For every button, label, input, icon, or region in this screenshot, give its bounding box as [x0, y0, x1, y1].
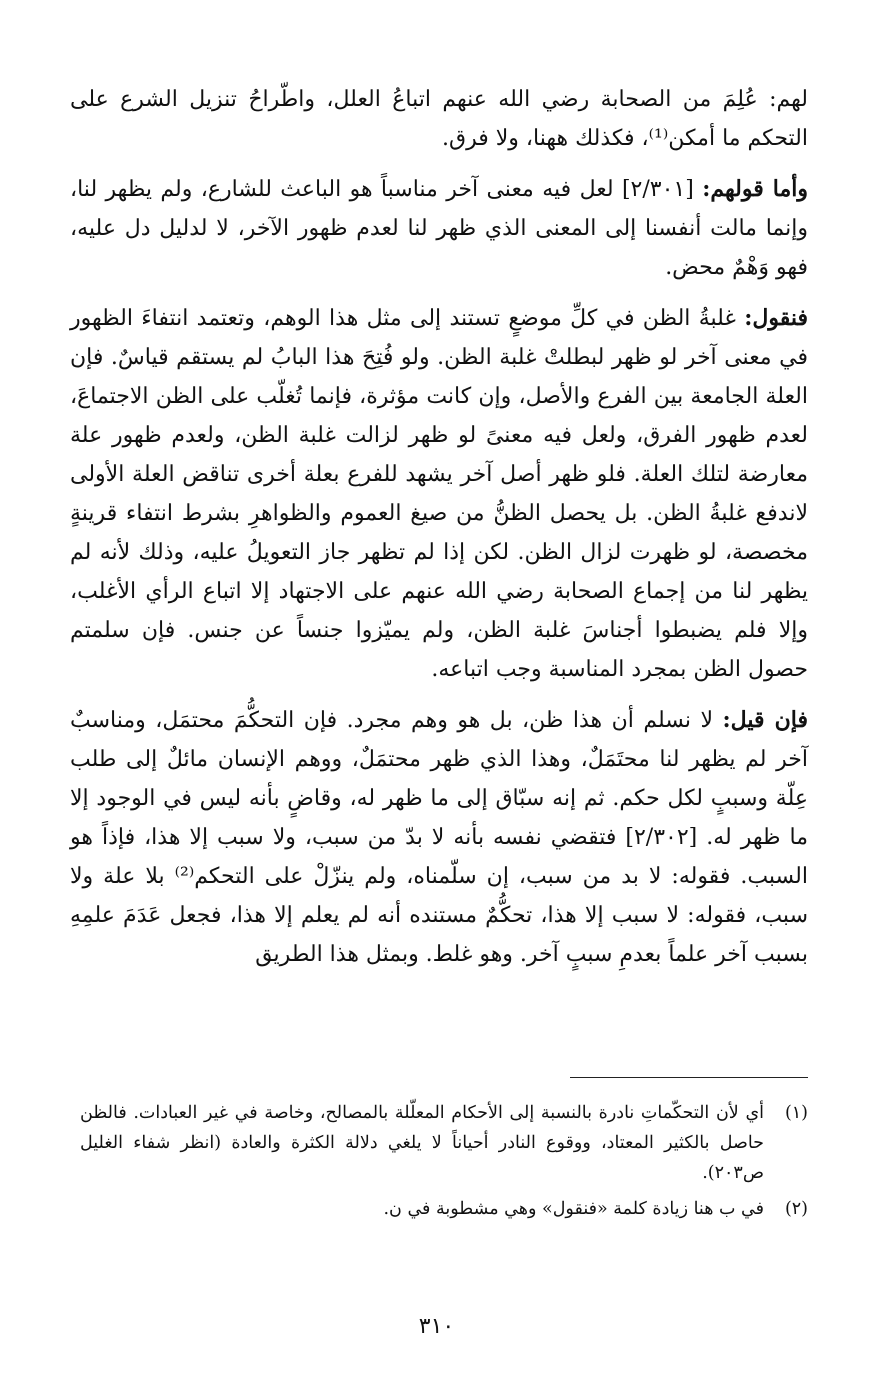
- footnote-2-text: في ب هنا زيادة كلمة «فنقول» وهي مشطوبة في ن.: [383, 1199, 764, 1219]
- footnote-1-number: (١): [784, 1103, 808, 1123]
- paragraph-2: [70, 170, 808, 287]
- footnote-divider: [570, 1077, 808, 1078]
- paragraph-3-lead: فنقول:: [744, 305, 808, 331]
- paragraph-3: [70, 299, 808, 689]
- footnote-1: [80, 1098, 808, 1188]
- paragraph-4-text: لا نسلم أن هذا ظن، بل هو وهم مجرد. فإن التحكُّمَ محتمَل، ومناسبٌ آخر لم يظهر لنا محتَمَلٌ، وهذا الذي ظهر محتمَلٌ، ووهم الإنسان مائلٌ إلى طلب عِلّة وسببٍ لكل حكم. ثم إنه سبّاق إلى ما ظهر له، وقاضٍ بأنه ليس في الوجود إلا ما ظهر له. [٢/٣٠٢] فتقضي نفسه بأنه لا بدّ من سبب، ولا سبب إلا هذا، فإذاً هو السبب. فقوله: لا بد من سبب، إن سلّمناه، ولم ينزّلْ على التحكم⁽²⁾ بلا علة ولا سبب، فقوله: لا سبب إلا هذا، تحكُّمٌ مستنده أنه لم يعلم إلا هذا، فجعل عَدَمَ علمِهِ بسبب آخر علماً بعدمِ سببٍ آخر. وهو غلط. وبمثل هذا الطريق: [70, 708, 809, 967]
- paragraph-4-lead: فإن قيل:: [722, 707, 808, 733]
- footnotes: [80, 1098, 808, 1230]
- paragraph-1: [70, 80, 808, 158]
- footnote-1-text: أي لأن التحكّماتِ نادرة بالنسبة إلى الأحكام المعلّلة بالمصالح، وخاصة في غير العبادات. فالظن حاصل بالكثير المعتاد، ووقوع النادر أحياناً لا يلغي دلالة الكثرة والعادة (انظر شفاء الغليل ص٢٠٣).: [80, 1103, 764, 1183]
- paragraph-1-text: لهم: عُلِمَ من الصحابة رضي الله عنهم اتباعُ العلل، واطّراحُ تنزيل الشرع على التحكم ما أمكن⁽¹⁾، فكذلك ههنا، ولا فرق.: [70, 87, 808, 151]
- page-number: ٣١٠: [418, 1314, 455, 1339]
- paragraph-4: [70, 701, 808, 974]
- paragraph-2-text: [٢/٣٠١] لعل فيه معنى آخر مناسباً هو الباعث للشارع، ولم يظهر لنا، وإنما مالت أنفسنا إلى المعنى الذي ظهر لنا لعدم ظهور الآخر، لا لدليل دل عليه، فهو وَهْمٌ محض.: [70, 177, 808, 280]
- footnote-2: [80, 1194, 808, 1224]
- footnote-2-number: (٢): [784, 1199, 808, 1219]
- paragraph-3-text: غلبةُ الظن في كلِّ موضعٍ تستند إلى مثل هذا الوهم، وتعتمد انتفاءَ الظهور في معنى آخر لو ظهر لبطلتْ غلبة الظن. ولو فُتِحَ هذا البابُ لم يستقم قياسٌ. فإن العلة الجامعة بين الفرع والأصل، وإن كانت مؤثرة، فإنما تُغلّب على الظن الاجتماعَ، لعدم ظهور الفرق، ولعل فيه معنىً لو ظهر لزالت غلبة الظن، ولعدم ظهور علة معارضة لتلك العلة. فلو ظهر أصل آخر يشهد للفرع بعلة أخرى تناقض العلة الأولى لاندفع غلبةُ الظن. بل يحصل الظنُّ من صيغ العموم والظواهرِ بشرط انتفاء قرينةٍ مخصصة، لو ظهرت لزال الظن. لكن إذا لم تظهر جاز التعويلُ عليه، وذلك لأنه لم يظهر لنا من إجماع الصحابة رضي الله عنهم على الاجتهاد إلا اتباع الرأي الأغلب، وإلا فلم يضبطوا أجناسَ غلبة الظن، ولم يميّزوا جنساً عن جنس. فإن سلمتم حصول الظن بمجرد المناسبة وجب اتباعه.: [70, 306, 808, 682]
- page-body: [70, 80, 808, 986]
- paragraph-2-lead: وأما قولهم:: [702, 176, 809, 202]
